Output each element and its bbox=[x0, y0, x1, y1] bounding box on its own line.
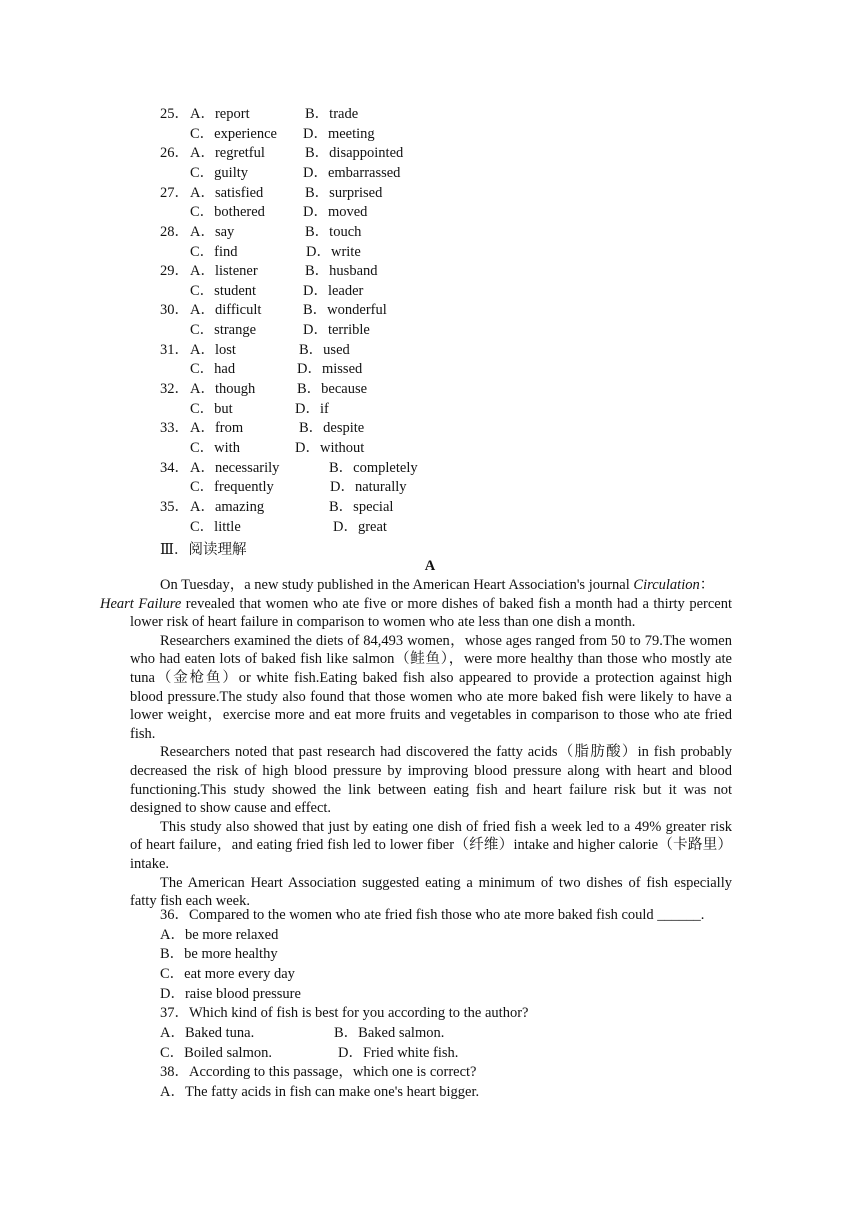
option-a: A．from bbox=[190, 420, 244, 436]
option-a: A．Baked tuna. bbox=[160, 1025, 255, 1041]
option-a: A．amazing bbox=[190, 499, 265, 515]
option-b: B．completely bbox=[329, 460, 418, 476]
question-number: 28． bbox=[160, 224, 189, 240]
option-c: C．with bbox=[190, 440, 240, 456]
question-number: 27． bbox=[160, 185, 189, 201]
option-b: B．special bbox=[329, 499, 394, 515]
option-a: A．though bbox=[190, 381, 256, 397]
option-b: B．trade bbox=[305, 106, 359, 122]
option-a: A．lost bbox=[190, 342, 236, 358]
option-d: D．Fried white fish. bbox=[338, 1045, 459, 1061]
journal-subtitle: Heart Failure bbox=[100, 595, 182, 612]
paragraph-1: On Tuesday，a new study published in the American Heart Association's journal Circulation： Heart Failure revealed that women who ate five or more dishes of baked fish a month had a thirty percent lower risk of heart failure in comparison to women who ate less than one dish a month. bbox=[100, 577, 732, 631]
question-36: 36．Compared to the women who ate fried fish those who ate more baked fish could ______. bbox=[160, 907, 705, 923]
option-d: D．great bbox=[333, 519, 387, 535]
option-d: D．naturally bbox=[330, 479, 407, 495]
option-c: C．had bbox=[190, 361, 236, 377]
option-c: C．find bbox=[190, 244, 238, 260]
paragraph-4: This study also showed that just by eating one dish of fried fish a week led to a 49% greater risk of heart failure，and eating fried fish led to lower fiber（纤维）intake and higher calorie（卡路里）intake. bbox=[130, 818, 732, 872]
option-b: B．wonderful bbox=[303, 302, 387, 318]
option-d: D．embarrassed bbox=[303, 165, 401, 181]
option-d: D．leader bbox=[303, 283, 364, 299]
option-a: A．report bbox=[190, 106, 250, 122]
option-a: A．necessarily bbox=[190, 460, 280, 476]
question-38: 38．According to this passage，which one is correct? bbox=[160, 1064, 477, 1080]
option-d: D．raise blood pressure bbox=[160, 986, 301, 1002]
paragraph-5: The American Heart Association suggested eating a minimum of two dishes of fish especially fatty fish each week. bbox=[130, 874, 732, 910]
question-number: 26． bbox=[160, 145, 189, 161]
question-number: 33． bbox=[160, 420, 189, 436]
option-c: C．student bbox=[190, 283, 257, 299]
option-b: B．disappointed bbox=[305, 145, 404, 161]
option-d: D．if bbox=[295, 401, 329, 417]
option-d: D．terrible bbox=[303, 322, 370, 338]
question-number: 31． bbox=[160, 342, 189, 358]
section-heading: Ⅲ．阅读理解 bbox=[160, 542, 247, 558]
question-number: 32． bbox=[160, 381, 189, 397]
option-a: A．difficult bbox=[190, 302, 262, 318]
option-c: C．Boiled salmon. bbox=[160, 1045, 272, 1061]
question-number: 25． bbox=[160, 106, 189, 122]
option-c: C．strange bbox=[190, 322, 257, 338]
option-d: D．moved bbox=[303, 204, 368, 220]
option-d: D．missed bbox=[297, 361, 363, 377]
option-c: C．frequently bbox=[190, 479, 274, 495]
question-number: 35． bbox=[160, 499, 189, 515]
option-b: B．Baked salmon. bbox=[334, 1025, 445, 1041]
option-a: A．be more relaxed bbox=[160, 927, 279, 943]
question-number: 34． bbox=[160, 460, 189, 476]
option-c: C．guilty bbox=[190, 165, 249, 181]
option-b: B．because bbox=[297, 381, 368, 397]
question-number: 29． bbox=[160, 263, 189, 279]
option-c: C．little bbox=[190, 519, 241, 535]
question-number: 30． bbox=[160, 302, 189, 318]
option-a: A．satisfied bbox=[190, 185, 264, 201]
option-c: C．experience bbox=[190, 126, 277, 142]
paragraph-2: Researchers examined the diets of 84,493 women，whose ages ranged from 50 to 79.The women who had eaten lots of baked fish like salmon（鲑鱼），were more healthy than those who mostly ate tuna（金枪鱼）or white fish.Eating baked fish also appeared to provide a protection against high blood pressure.The study also found that those women who ate more baked fish were likely to have a lower weight，exercise more and eat more fruits and vegetables in comparison to those who ate fried fish. bbox=[130, 632, 732, 742]
option-b: B．husband bbox=[305, 263, 378, 279]
option-d: D．without bbox=[295, 440, 365, 456]
journal-name: Circulation bbox=[633, 577, 700, 593]
option-d: D．meeting bbox=[303, 126, 375, 142]
option-a: A．regretful bbox=[190, 145, 265, 161]
option-a: A．say bbox=[190, 224, 235, 240]
option-b: B．surprised bbox=[305, 185, 383, 201]
option-a: A．The fatty acids in fish can make one's heart bigger. bbox=[160, 1084, 480, 1100]
option-c: C．eat more every day bbox=[160, 966, 295, 982]
option-a: A．listener bbox=[190, 263, 258, 279]
option-c: C．bothered bbox=[190, 204, 265, 220]
passage-title: A bbox=[424, 558, 436, 574]
option-b: B．touch bbox=[305, 224, 362, 240]
reading-passage bbox=[100, 576, 732, 911]
option-d: D．write bbox=[306, 244, 361, 260]
option-b: B．despite bbox=[299, 420, 365, 436]
question-37: 37．Which kind of fish is best for you according to the author? bbox=[160, 1005, 529, 1021]
option-b: B．used bbox=[299, 342, 350, 358]
option-b: B．be more healthy bbox=[160, 946, 278, 962]
option-c: C．but bbox=[190, 401, 233, 417]
paragraph-3: Researchers noted that past research had discovered the fatty acids（脂肪酸）in fish probably decreased the risk of high blood pressure by improving blood pressure along with heart and blood functioning.This study showed the link between eating fish and heart failure risk but it was not designed to show cause and effect. bbox=[130, 744, 732, 817]
